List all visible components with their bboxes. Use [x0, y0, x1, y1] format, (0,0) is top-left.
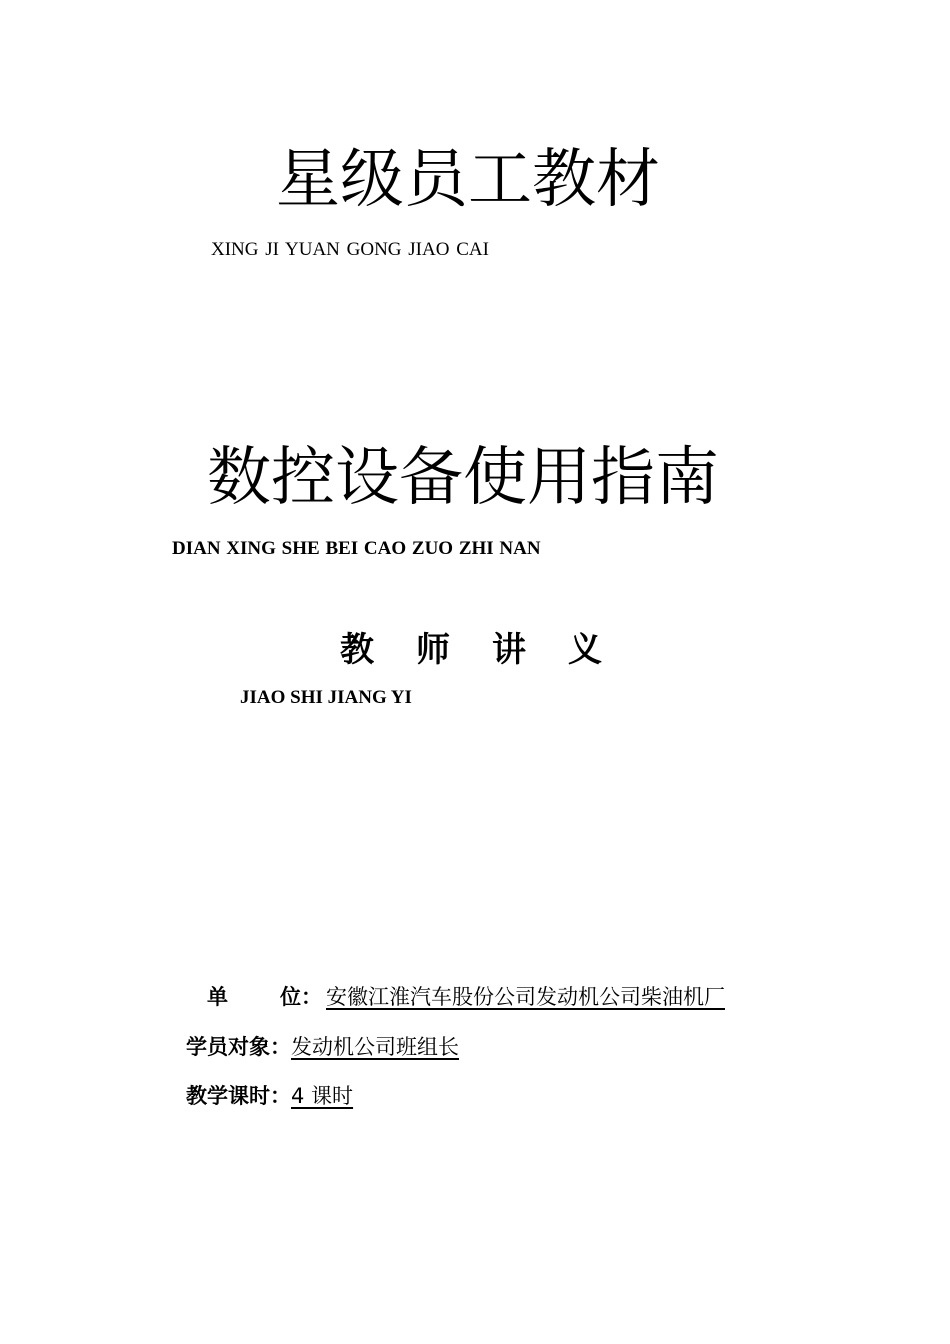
document-type-pinyin: JIAO SHI JIANG YI: [240, 687, 412, 708]
document-type: 教师讲义: [340, 630, 644, 670]
hours-row: [186, 1086, 353, 1107]
hours-value: 4 课时: [291, 1084, 354, 1108]
unit-value: 安徽江淮汽车股份公司发动机公司柴油机厂: [326, 985, 725, 1009]
audience-label: 学员对象：: [186, 1035, 291, 1059]
unit-label-part-1: 单: [207, 985, 228, 1009]
book-title: 数控设备使用指南: [207, 441, 719, 515]
unit-label-part-2: 位：: [280, 985, 322, 1009]
unit-row: [207, 987, 725, 1008]
series-title-pinyin: XING JI YUAN GONG JIAO CAI: [211, 239, 489, 260]
book-title-pinyin: DIAN XING SHE BEI CAO ZUO ZHI NAN: [172, 538, 541, 559]
audience-row: [186, 1037, 459, 1058]
hours-label: 教学课时：: [186, 1084, 291, 1108]
audience-value: 发动机公司班组长: [291, 1035, 459, 1059]
series-title: 星级员工教材: [276, 143, 660, 217]
